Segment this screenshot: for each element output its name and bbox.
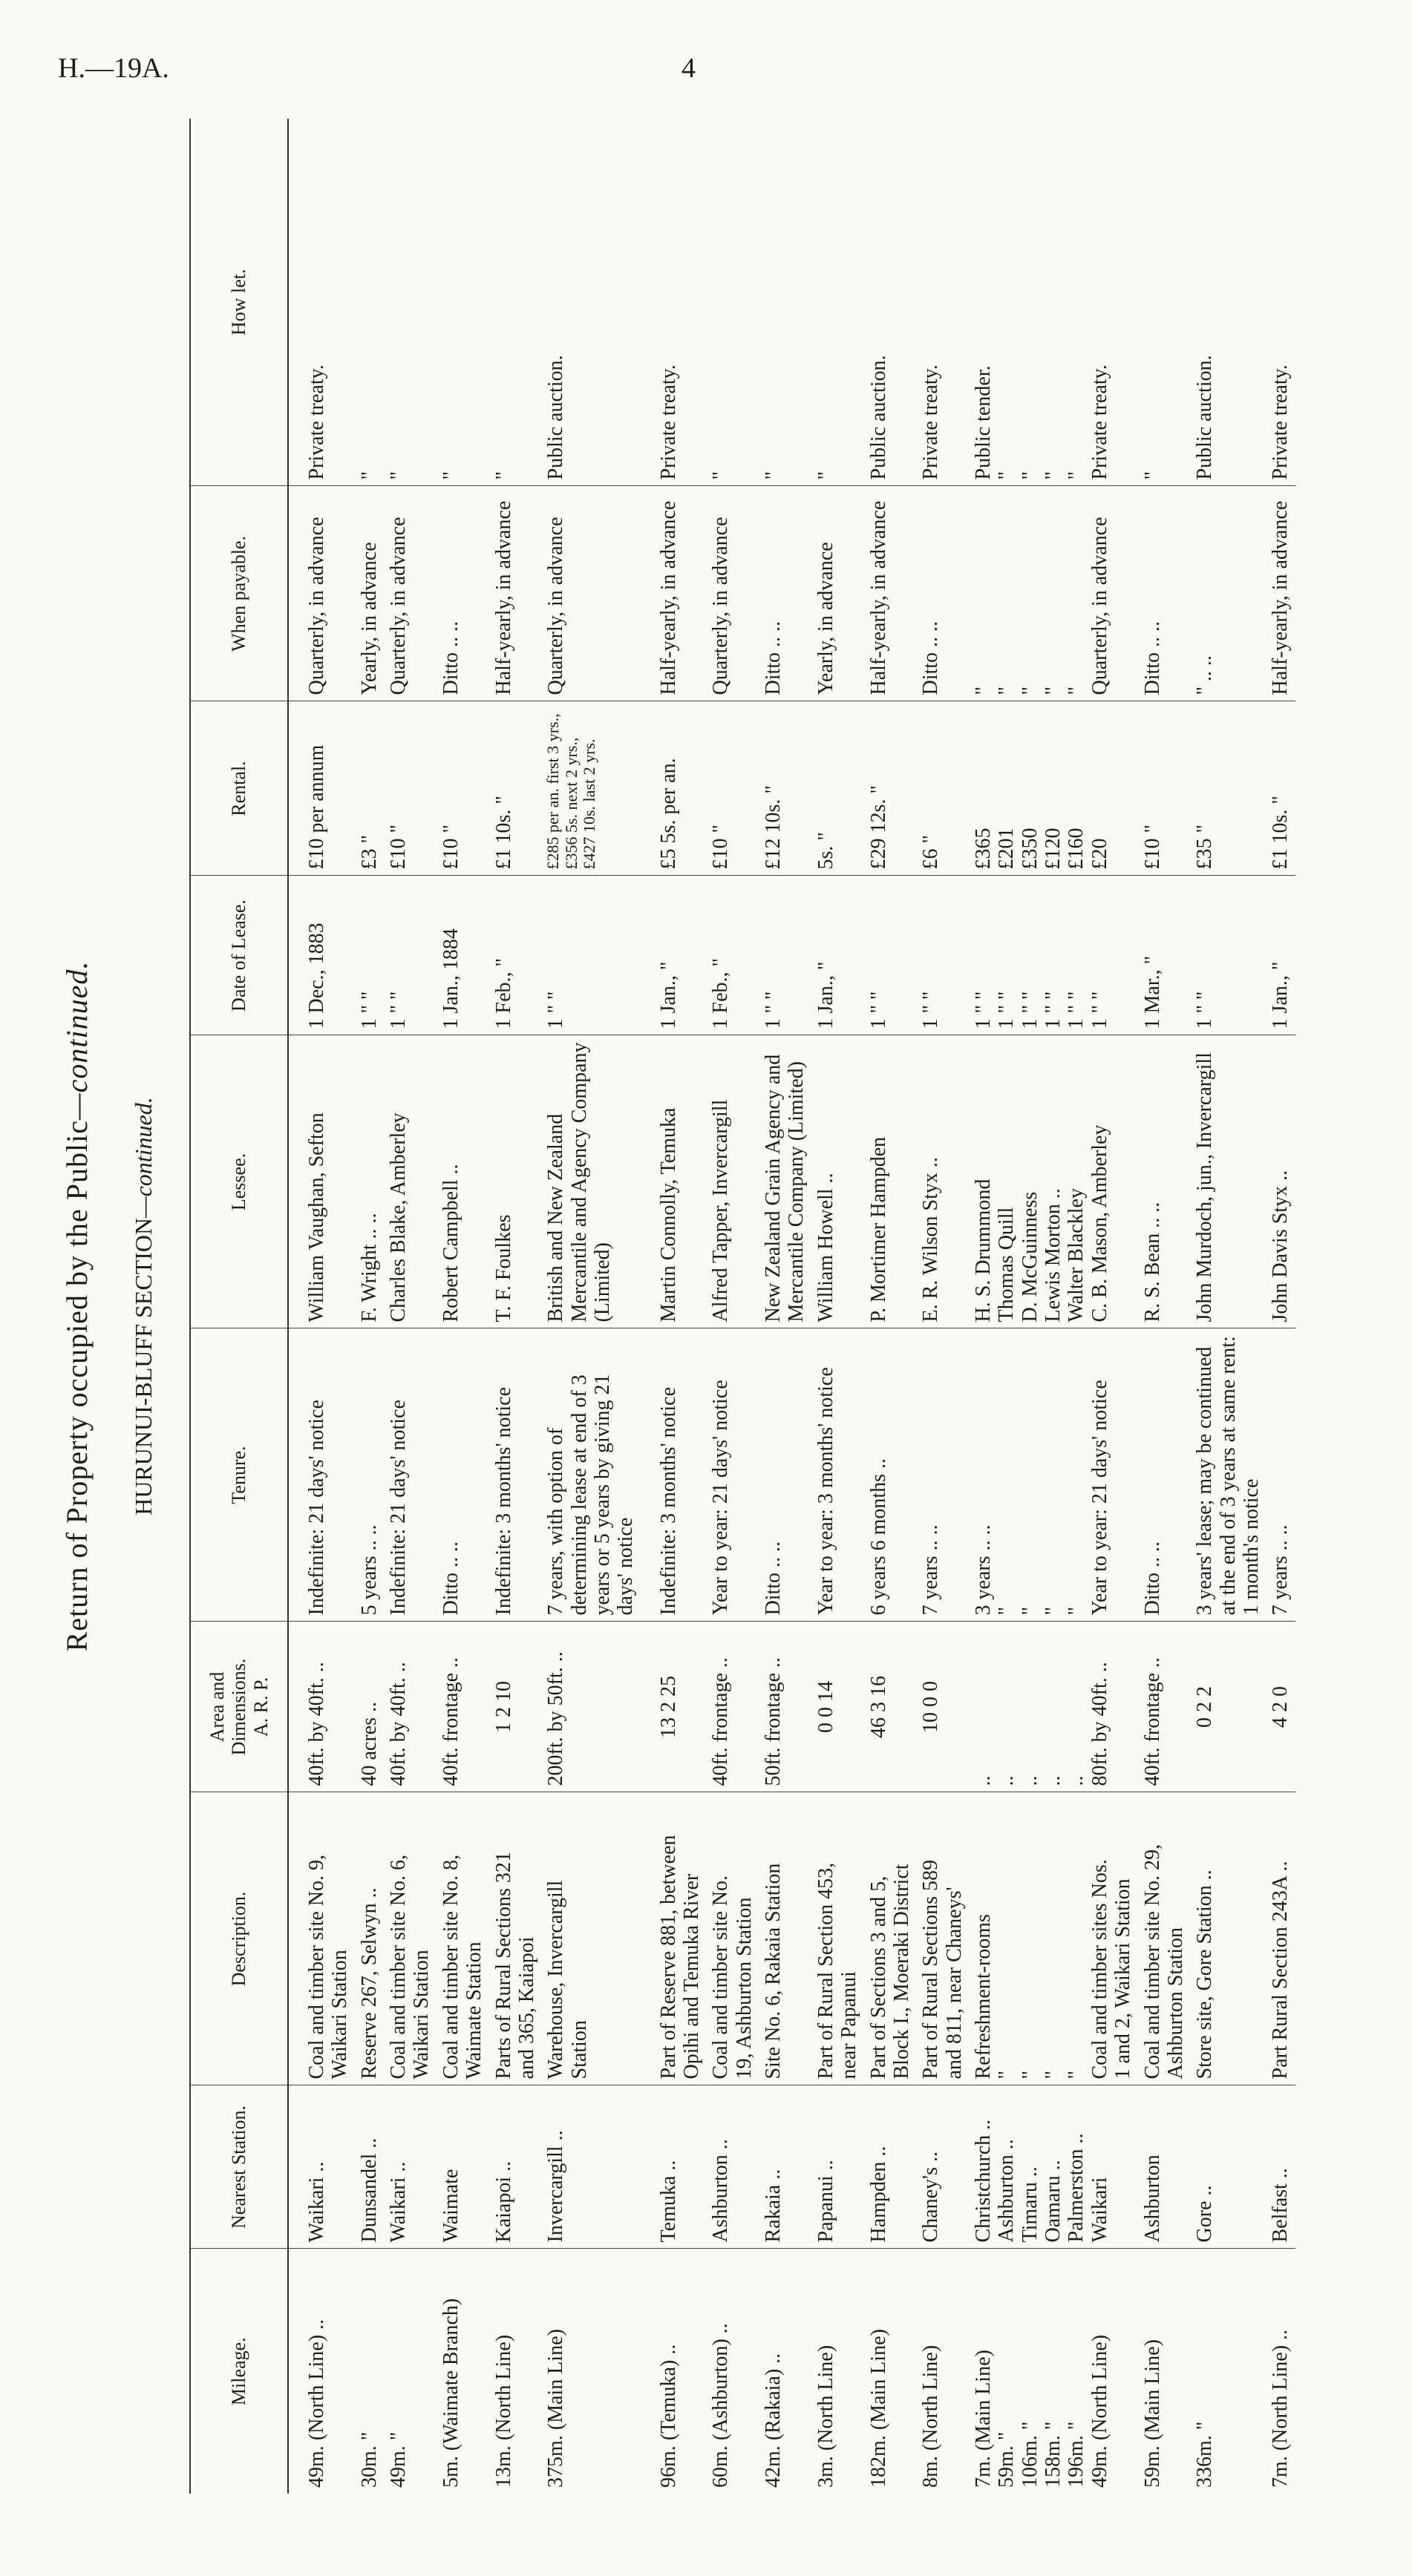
- cell-lessee: R. S. Bean .. ..: [1138, 1035, 1191, 1328]
- cell-station: Dunsandel ..: [355, 2085, 384, 2249]
- cell-payable: Ditto .. ..: [916, 486, 969, 701]
- table-row: [641, 119, 707, 2494]
- cell-station: Papanui ..: [811, 2085, 864, 2249]
- cell-how-let: ": [759, 119, 811, 486]
- cell-payable: Ditto .. ..: [1138, 486, 1191, 701]
- cell-tenure: Ditto .. ..: [1138, 1328, 1191, 1622]
- cell-how-let: Private treaty.: [1266, 119, 1295, 486]
- table-row: [864, 119, 917, 2494]
- table-row: [437, 119, 489, 2494]
- cell-lessee: H. S. Drummond Thomas Quill D. McGuinness Lewis Morton .. Walter Blackley C. B. Mason, Amberley: [969, 1035, 1138, 1328]
- cell-description: Part of Rural Sections 589 and 811, near Chaneys': [916, 1792, 969, 2085]
- cell-date: 1 Feb., ": [706, 876, 759, 1035]
- cell-mileage: 7m. (North Line) ..: [1269, 2329, 1292, 2488]
- cell-area: 40ft. frontage ..: [437, 1622, 489, 1792]
- cell-date: 1 " ": [355, 876, 384, 1035]
- cell-rental: £35 ": [1190, 701, 1266, 876]
- cell-description: Part Rural Section 243A ..: [1266, 1792, 1295, 2085]
- cell-rental: £6 ": [916, 701, 969, 876]
- cell-payable: Quarterly, in advance: [706, 486, 759, 701]
- cell-lessee: Alfred Tapper, Invercargill: [706, 1035, 759, 1328]
- cell-how-let: Public tender. " " " " Private treaty.: [969, 119, 1138, 486]
- cell-area: 40ft. by 40ft. ..: [288, 1622, 355, 1792]
- cell-description: Reserve 267, Selwyn ..: [355, 1792, 384, 2085]
- cell-date: 1 Dec., 1883: [288, 876, 355, 1035]
- cell-rental: £5 5s. per an.: [641, 701, 707, 876]
- cell-area: 40ft. frontage ..: [1138, 1622, 1191, 1792]
- cell-description: Part of Rural Section 453, near Papanui: [811, 1792, 864, 2085]
- cell-date: 1 Jan., ": [641, 876, 707, 1035]
- cell-payable: Half-yearly, in advance: [864, 486, 917, 701]
- table-row: [811, 119, 864, 2494]
- cell-mileage: 49m. ": [387, 2431, 411, 2488]
- cell-area: 40 acres ..: [355, 1622, 384, 1792]
- cell-station: Chaney's ..: [916, 2085, 969, 2249]
- cell-date: 1 Jan., ": [1266, 876, 1295, 1035]
- cell-how-let: Public auction.: [541, 119, 640, 486]
- cell-mileage: 336m. ": [1193, 2421, 1217, 2488]
- cell-date: 1 " ": [916, 876, 969, 1035]
- cell-area: 50ft. frontage ..: [759, 1622, 811, 1792]
- table-row: [541, 119, 640, 2494]
- section-subtitle: [130, 119, 157, 2494]
- cell-description: Parts of Rural Sections 321 and 365, Kaiapoi: [489, 1792, 542, 2085]
- cell-area: .. .. .. .. .. 80ft. by 40ft. ..: [969, 1622, 1138, 1792]
- cell-rental: £10 ": [706, 701, 759, 876]
- cell-tenure: Year to year: 3 months' notice: [811, 1328, 864, 1622]
- cell-tenure: 7 years, with option of determining lease at end of 3 years or 5 years by giving 21 days' notice: [541, 1328, 640, 1622]
- cell-area: 0 2 2: [1190, 1622, 1266, 1792]
- cell-how-let: ": [1138, 119, 1191, 486]
- cell-rental: £1 10s. ": [489, 701, 542, 876]
- cell-description: Coal and timber site No. 19, Ashburton Station: [706, 1792, 759, 2085]
- cell-date: 1 " ": [541, 876, 640, 1035]
- cell-lessee: F. Wright .. ..: [355, 1035, 384, 1328]
- cell-lessee: Charles Blake, Amberley: [384, 1035, 437, 1328]
- cell-area: 1 2 10: [489, 1622, 542, 1792]
- cell-description: Coal and timber site No. 6, Waikari Station: [384, 1792, 437, 2085]
- cell-payable: Quarterly, in advance: [384, 486, 437, 701]
- cell-tenure: 7 years .. ..: [916, 1328, 969, 1622]
- cell-how-let: ": [489, 119, 542, 486]
- cell-area: 10 0 0: [916, 1622, 969, 1792]
- cell-rental: £10 ": [437, 701, 489, 876]
- property-return-table: [189, 119, 1295, 2494]
- cell-area: 40ft. frontage ..: [706, 1622, 759, 1792]
- cell-tenure: Indefinite: 3 months' notice: [489, 1328, 542, 1622]
- header-lessee: Lessee.: [190, 1035, 288, 1328]
- cell-payable: Half-yearly, in advance: [1266, 486, 1295, 701]
- cell-rental: £365 £201 £350 £120 £160 £20: [969, 701, 1138, 876]
- cell-tenure: Ditto .. ..: [437, 1328, 489, 1622]
- table-row: [384, 119, 437, 2494]
- table-row: [288, 119, 355, 2494]
- cell-mileage: 375m. (Main Line): [544, 2329, 568, 2488]
- cell-mileage: 96m. (Temuka) ..: [656, 2344, 680, 2488]
- document-title: [59, 119, 94, 2494]
- table-row: [706, 119, 759, 2494]
- cell-rental: £12 10s. ": [759, 701, 811, 876]
- cell-mileage: 5m. (Waimate Branch): [439, 2298, 463, 2488]
- cell-area: 0 0 14: [811, 1622, 864, 1792]
- cell-station: Ashburton: [1138, 2085, 1191, 2249]
- cell-mileage: 49m. (North Line) ..: [305, 2318, 328, 2488]
- cell-how-let: Public auction.: [864, 119, 917, 486]
- cell-area: 13 2 25: [641, 1622, 707, 1792]
- page-number: 4: [682, 53, 696, 84]
- cell-how-let: ": [384, 119, 437, 486]
- cell-station: Rakaia ..: [759, 2085, 811, 2249]
- cell-how-let: ": [437, 119, 489, 486]
- cell-tenure: 7 years .. ..: [1266, 1328, 1295, 1622]
- cell-mileage: 182m. (Main Line): [866, 2329, 890, 2488]
- cell-station: Waikari ..: [384, 2085, 437, 2249]
- cell-mileage: 59m. (Main Line): [1140, 2339, 1164, 2488]
- cell-station: Invercargill ..: [541, 2085, 640, 2249]
- cell-description: Coal and timber site No. 9, Waikari Station: [288, 1792, 355, 2085]
- cell-lessee: William Howell ..: [811, 1035, 864, 1328]
- cell-mileage: 8m. (North Line): [919, 2344, 943, 2488]
- cell-area: 46 3 16: [864, 1622, 917, 1792]
- cell-payable: Ditto .. ..: [759, 486, 811, 701]
- cell-description: Site No. 6, Rakaia Station: [759, 1792, 811, 2085]
- cell-rental: £29 12s. ": [864, 701, 917, 876]
- cell-rental: £1 10s. ": [1266, 701, 1295, 876]
- header-area: [190, 1622, 288, 1792]
- cell-tenure: 3 years .. .. " " " " Year to year: 21 days' notice: [969, 1328, 1138, 1622]
- cell-payable: Quarterly, in advance: [288, 486, 355, 701]
- cell-rental: £10 ": [1138, 701, 1191, 876]
- cell-station: Waimate: [437, 2085, 489, 2249]
- cell-rental: £3 ": [355, 701, 384, 876]
- title-continued: —continued.: [60, 960, 94, 1120]
- cell-date: 1 " ": [759, 876, 811, 1035]
- table-row: [355, 119, 384, 2494]
- cell-tenure: Ditto .. ..: [759, 1328, 811, 1622]
- header-how-let: How let.: [190, 119, 288, 486]
- cell-date: 1 " ": [384, 876, 437, 1035]
- table-header-row: [190, 119, 288, 2494]
- cell-how-let: Public auction.: [1190, 119, 1266, 486]
- cell-tenure: 6 years 6 months ..: [864, 1328, 917, 1622]
- cell-date: 1 " " 1 " " 1 " " 1 " " 1 " " 1 " ": [969, 876, 1138, 1035]
- header-description: Description.: [190, 1792, 288, 2085]
- cell-area: 200ft. by 50ft. ..: [541, 1622, 640, 1792]
- cell-rental: £10 ": [384, 701, 437, 876]
- cell-payable: Half-yearly, in advance: [641, 486, 707, 701]
- subtitle-continued: —continued.: [130, 1097, 157, 1218]
- cell-how-let: Private treaty.: [641, 119, 707, 486]
- cell-description: Part of Reserve 881, between Opihi and Temuka River: [641, 1792, 707, 2085]
- cell-station: Hampden ..: [864, 2085, 917, 2249]
- cell-date: 1 Feb., ": [489, 876, 542, 1035]
- table-row: [1266, 119, 1295, 2494]
- cell-description: Store site, Gore Station ..: [1190, 1792, 1266, 2085]
- header-nearest-station: Nearest Station.: [190, 2085, 288, 2249]
- cell-rental: 5s. ": [811, 701, 864, 876]
- header-date-of-lease: Date of Lease.: [190, 876, 288, 1035]
- cell-tenure: 3 years' lease; may be continued at the end of 3 years at same rent: 1 month's notice: [1190, 1328, 1266, 1622]
- cell-rental: £10 per annum: [288, 701, 355, 876]
- cell-payable: Yearly, in advance: [811, 486, 864, 701]
- cell-lessee: Robert Campbell ..: [437, 1035, 489, 1328]
- cell-payable: Yearly, in advance: [355, 486, 384, 701]
- page-reference: H.—19A.: [58, 53, 169, 84]
- cell-how-let: ": [355, 119, 384, 486]
- header-tenure: Tenure.: [190, 1328, 288, 1622]
- cell-station: Kaiapoi ..: [489, 2085, 542, 2249]
- header-mileage: Mileage.: [190, 2249, 288, 2494]
- table-row: [916, 119, 969, 2494]
- cell-lessee: T. F. Foulkes: [489, 1035, 542, 1328]
- table-row: [489, 119, 542, 2494]
- cell-lessee: E. R. Wilson Styx ..: [916, 1035, 969, 1328]
- cell-station: Christchurch .. Ashburton .. Timaru .. Oamaru .. Palmerston .. Waikari: [969, 2085, 1138, 2249]
- cell-area: 4 2 0: [1266, 1622, 1295, 1792]
- table-row: [1138, 119, 1191, 2494]
- cell-station: Temuka ..: [641, 2085, 707, 2249]
- cell-date: 1 Jan., ": [811, 876, 864, 1035]
- cell-lessee: New Zealand Grain Agency and Mercantile Company (Limited): [759, 1035, 811, 1328]
- cell-payable: " " " " " Quarterly, in advance: [969, 486, 1138, 701]
- subtitle-main: HURUNUI-BLUFF SECTION: [130, 1217, 157, 1515]
- cell-date: 1 " ": [1190, 876, 1266, 1035]
- table-row: [759, 119, 811, 2494]
- cell-description: Refreshment-rooms " " " " Coal and timber sites Nos. 1 and 2, Waikari Station: [969, 1792, 1138, 2085]
- cell-how-let: Private treaty.: [288, 119, 355, 486]
- cell-how-let: ": [811, 119, 864, 486]
- cell-station: Belfast ..: [1266, 2085, 1295, 2249]
- cell-date: 1 " ": [864, 876, 917, 1035]
- cell-lessee: William Vaughan, Sefton: [288, 1035, 355, 1328]
- cell-date: 1 Mar., ": [1138, 876, 1191, 1035]
- cell-mileage: 13m. (North Line): [491, 2334, 515, 2488]
- cell-station: Ashburton ..: [706, 2085, 759, 2249]
- cell-payable: Ditto .. ..: [437, 486, 489, 701]
- cell-date: 1 Jan., 1884: [437, 876, 489, 1035]
- header-area-label: Area and Dimensions.: [206, 1658, 250, 1756]
- cell-tenure: Indefinite: 21 days' notice: [288, 1328, 355, 1622]
- cell-payable: Quarterly, in advance: [541, 486, 640, 701]
- cell-lessee: British and New Zealand Mercantile and Agency Company (Limited): [541, 1035, 640, 1328]
- cell-lessee: John Davis Styx ..: [1266, 1035, 1295, 1328]
- cell-mileage: 30m. ": [357, 2431, 381, 2488]
- cell-how-let: ": [706, 119, 759, 486]
- cell-description: Part of Sections 3 and 5, Block I., Moeraki District: [864, 1792, 917, 2085]
- cell-tenure: Indefinite: 21 days' notice: [384, 1328, 437, 1622]
- cell-rental: £285 per an. first 3 yrs., £356 5s. next 2 yrs., £427 10s. last 2 yrs.: [541, 701, 640, 876]
- cell-mileage: 3m. (North Line): [814, 2344, 837, 2488]
- cell-how-let: Private treaty.: [916, 119, 969, 486]
- cell-station: Gore ..: [1190, 2085, 1266, 2249]
- cell-description: Coal and timber site No. 29, Ashburton Station: [1138, 1792, 1191, 2085]
- header-when-payable: When payable.: [190, 486, 288, 701]
- title-main: Return of Property occupied by the Public: [60, 1119, 94, 1652]
- table-row: [1190, 119, 1266, 2494]
- table-body: [288, 119, 1295, 2494]
- cell-lessee: John Murdoch, jun., Invercargill: [1190, 1035, 1266, 1328]
- cell-tenure: Year to year: 21 days' notice: [706, 1328, 759, 1622]
- cell-station: Waikari ..: [288, 2085, 355, 2249]
- cell-payable: Half-yearly, in advance: [489, 486, 542, 701]
- cell-lessee: P. Mortimer Hampden: [864, 1035, 917, 1328]
- header-rental: Rental.: [190, 701, 288, 876]
- cell-mileage: 42m. (Rakaia) ..: [762, 2353, 785, 2488]
- cell-payable: " .. ..: [1190, 486, 1266, 701]
- cell-description: Coal and timber site No. 8, Waimate Station: [437, 1792, 489, 2085]
- cell-lessee: Martin Connolly, Temuka: [641, 1035, 707, 1328]
- cell-tenure: Indefinite: 3 months' notice: [641, 1328, 707, 1622]
- rotated-table-area: [59, 119, 1351, 2494]
- cell-description: Warehouse, Invercargill Station: [541, 1792, 640, 2085]
- cell-area: 40ft. by 40ft. ..: [384, 1622, 437, 1792]
- cell-tenure: 5 years .. ..: [355, 1328, 384, 1622]
- cell-mileage: 60m. (Ashburton) ..: [709, 2323, 733, 2488]
- table-row: [969, 119, 1138, 2494]
- area-units: A. R. P.: [249, 1677, 272, 1737]
- cell-mileage: 7m. (Main Line) 59m. " 106m. " 158m. " 196m. " 49m. (North Line): [971, 2334, 1111, 2488]
